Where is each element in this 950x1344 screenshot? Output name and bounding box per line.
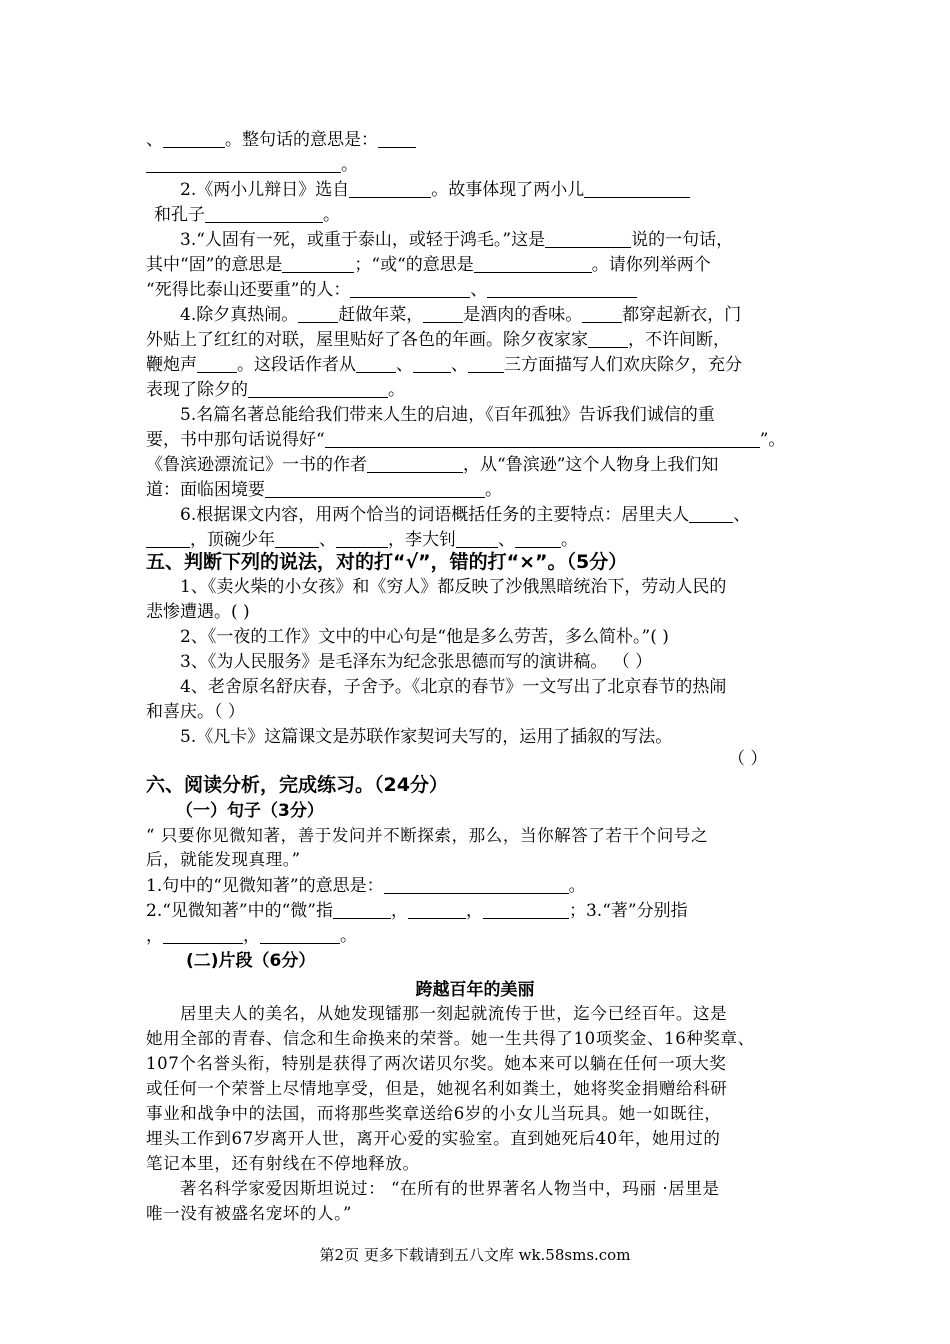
passage-line: 居里夫人的美名，从她发现镭那一刻起就流传于世，迄今已经百年。这是	[180, 1004, 728, 1023]
quote-line-1: “ 只要你见微知著，善于发问并不断探索，那么，当你解答了若干个问号之	[146, 826, 709, 845]
passage-line: 埋头工作到67岁离开人世，离开心爱的实验室。直到她死后40年，她用过的	[146, 1129, 721, 1148]
fill-line	[146, 153, 816, 177]
answer-blank[interactable]	[582, 304, 622, 323]
answer-blank[interactable]	[367, 454, 463, 473]
text: 2.“见微知著”中的“微”指	[146, 901, 333, 921]
answer-blank[interactable]	[487, 279, 637, 298]
fill-line	[146, 353, 816, 377]
answer-blank[interactable]	[378, 129, 416, 148]
judge-item-1-cont: 悲惨遭遇。( )	[146, 602, 250, 622]
fill-line	[146, 478, 816, 502]
text: 三方面描写人们欢庆除夕，充分	[504, 355, 742, 375]
text: ，顶碗少年	[190, 530, 275, 550]
answer-blank[interactable]	[275, 529, 319, 548]
answer-blank[interactable]	[545, 229, 631, 248]
fill-line	[146, 378, 816, 402]
passage-line: 著名科学家爱因斯坦说过： “在所有的世界著名人物当中，玛丽 ·居里是	[180, 1179, 720, 1198]
text: ；“或“的意思是	[354, 255, 474, 275]
passage-line: 107个名誉头衔，特别是获得了两次诺贝尔奖。她本来可以躺在任何一项大奖	[146, 1054, 727, 1073]
text: 、	[319, 530, 336, 550]
question-5	[180, 403, 816, 427]
judge-item-4: 4、老舍原名舒庆春，子舍予。《北京的春节》一文写出了北京春节的热闹	[180, 677, 727, 697]
fill-line	[146, 253, 816, 277]
answer-blank[interactable]	[584, 179, 690, 198]
text: ，	[390, 901, 408, 921]
text: 、	[498, 530, 515, 550]
fill-line	[146, 128, 816, 152]
question-6-2	[146, 899, 816, 923]
text: ，	[465, 901, 483, 921]
question-6-3	[146, 924, 816, 948]
question-3	[180, 228, 816, 252]
answer-blank[interactable]	[248, 379, 388, 398]
text: ，不许间断，	[628, 330, 730, 350]
text: 3.“人固有一死，或重于泰山，或轻于鸿毛。”这是	[180, 230, 546, 250]
text: 道：面临困境要	[146, 480, 265, 500]
text: 《鲁滨逊漂流记》一书的作者	[146, 455, 367, 475]
text: 、	[146, 130, 163, 150]
passage-line: 唯一没有被盛名宠坏的人。”	[146, 1204, 352, 1223]
answer-blank[interactable]	[163, 129, 225, 148]
text: 、	[733, 505, 751, 525]
answer-blank[interactable]	[146, 529, 190, 548]
text: 鞭炮声	[146, 355, 197, 375]
question-6-1	[146, 874, 816, 898]
text: 。	[340, 926, 357, 946]
question-2	[180, 178, 816, 202]
fill-line	[146, 528, 816, 552]
passage-line: 或任何一个荣誉上尽情地享受，但是，她视名利如粪土，她将奖金捐赠给科研	[146, 1079, 728, 1098]
fill-line	[146, 278, 816, 302]
passage-title: 跨越百年的美丽	[415, 980, 535, 1000]
text: 。请你列举两个	[591, 255, 711, 275]
fill-line	[146, 428, 816, 452]
fill-line	[146, 453, 816, 477]
fill-line	[154, 203, 824, 227]
text: 表现了除夕的	[146, 380, 248, 400]
part-1-title: （一）句子（3分）	[176, 801, 324, 821]
answer-blank[interactable]	[350, 279, 470, 298]
text: 。这段话作者从	[237, 355, 356, 375]
fill-line	[146, 328, 816, 352]
answer-blank[interactable]	[146, 154, 341, 173]
answer-blank[interactable]	[298, 304, 338, 323]
text: ”。	[759, 430, 786, 450]
judge-item-5: 5.《凡卡》这篇课文是苏联作家契诃夫写的，运用了插叙的写法。	[180, 727, 673, 747]
text: 、	[470, 280, 488, 300]
judge-item-4-cont: 和喜庆。（ ）	[146, 702, 245, 722]
question-6	[180, 503, 816, 527]
page-footer: 第2页 更多下载请到五八文库 wk.58sms.com	[319, 1246, 631, 1264]
text: 是酒肉的香味。	[463, 305, 583, 325]
answer-blank[interactable]	[260, 925, 340, 944]
text: ，	[243, 926, 260, 946]
text: 其中“固”的意思是	[146, 255, 283, 275]
text: 外贴上了红红的对联，屋里贴好了各色的年画。除夕夜家家	[146, 330, 588, 350]
text: ；3.“著”分别指	[568, 901, 688, 921]
answer-blank[interactable]	[336, 529, 388, 548]
answer-blank[interactable]	[333, 900, 391, 919]
text: 4.除夕真热闹。	[180, 305, 299, 325]
text: 。	[341, 155, 358, 175]
text: 赶做年菜，	[338, 305, 424, 325]
judge-item-3: 3、《为人民服务》是毛泽东为纪念张思德而写的演讲稿。 （ ）	[180, 652, 653, 672]
text: 。整句话的意思是：	[225, 130, 378, 150]
question-4	[180, 303, 816, 327]
section-5-heading: 五、判断下列的说法，对的打“√”，错的打“×”。（5分）	[146, 551, 628, 573]
answer-blank[interactable]	[468, 354, 504, 373]
answer-blank[interactable]	[588, 329, 628, 348]
text: 要，书中那句话说得好“	[146, 430, 325, 450]
text: 5.名篇名著总能给我们带来人生的启迪，《百年孤独》告诉我们诚信的重	[180, 405, 715, 425]
answer-blank[interactable]	[689, 504, 733, 523]
answer-blank[interactable]	[515, 529, 561, 548]
text: 。	[323, 205, 340, 225]
text: ，李大钊	[388, 530, 456, 550]
answer-blank[interactable]	[265, 479, 485, 498]
text: ，	[146, 926, 163, 946]
part-2-title: (二)片段（6分）	[186, 951, 316, 971]
answer-blank[interactable]	[282, 254, 354, 273]
answer-blank[interactable]	[474, 254, 592, 273]
answer-blank[interactable]	[413, 354, 451, 373]
text: 。故事体现了两小儿	[431, 180, 585, 200]
answer-blank[interactable]	[356, 354, 396, 373]
judge-item-5-bracket: （ ）	[728, 749, 768, 769]
text: 说的一句话，	[631, 230, 734, 250]
text: 和孔子	[154, 205, 205, 225]
text: “死得比泰山还要重”的人：	[146, 280, 351, 300]
judge-item-1: 1、《卖火柴的小女孩》和《穷人》都反映了沙俄黑暗统治下，劳动人民的	[180, 577, 727, 597]
passage-line: 事业和战争中的法国，而将那些奖章送给6岁的小女儿当玩具。她一如既往，	[146, 1104, 722, 1123]
answer-blank[interactable]	[205, 204, 323, 223]
text: 、	[451, 355, 468, 375]
text: 2.《两小儿辩日》选自	[180, 180, 350, 200]
answer-blank[interactable]	[197, 354, 237, 373]
text: 6.根据课文内容，用两个恰当的词语概括任务的主要特点：居里夫人	[180, 505, 690, 525]
judge-item-2: 2、《一夜的工作》文中的中心句是“他是多么劳苦，多么简朴。”( )	[180, 627, 669, 647]
answer-blank[interactable]	[408, 900, 466, 919]
quote-line-2: 后，就能发现真理。”	[146, 850, 301, 869]
answer-blank[interactable]	[423, 304, 463, 323]
answer-blank[interactable]	[483, 900, 569, 919]
passage-line: 笔记本里，还有射线在不停地释放。	[146, 1154, 420, 1173]
section-6-heading: 六、阅读分析，完成练习。（24分）	[146, 774, 448, 796]
answer-blank[interactable]	[325, 429, 760, 448]
text: ，从“鲁滨逊”这个人物身上我们知	[463, 455, 719, 475]
answer-blank[interactable]	[384, 875, 569, 894]
text: 都穿起新衣，门	[622, 305, 742, 325]
answer-blank[interactable]	[456, 529, 498, 548]
text: 1.句中的“见微知著”的意思是：	[146, 876, 384, 896]
answer-blank[interactable]	[349, 179, 431, 198]
text: 。	[568, 876, 586, 896]
text: 。	[485, 480, 502, 500]
text: 。	[388, 380, 405, 400]
text: 。	[561, 530, 578, 550]
passage-line: 她用全部的青春、信念和生命换来的荣誉。她一生共得了10项奖金、16种奖章、	[146, 1029, 755, 1048]
answer-blank[interactable]	[163, 925, 243, 944]
text: 、	[396, 355, 413, 375]
